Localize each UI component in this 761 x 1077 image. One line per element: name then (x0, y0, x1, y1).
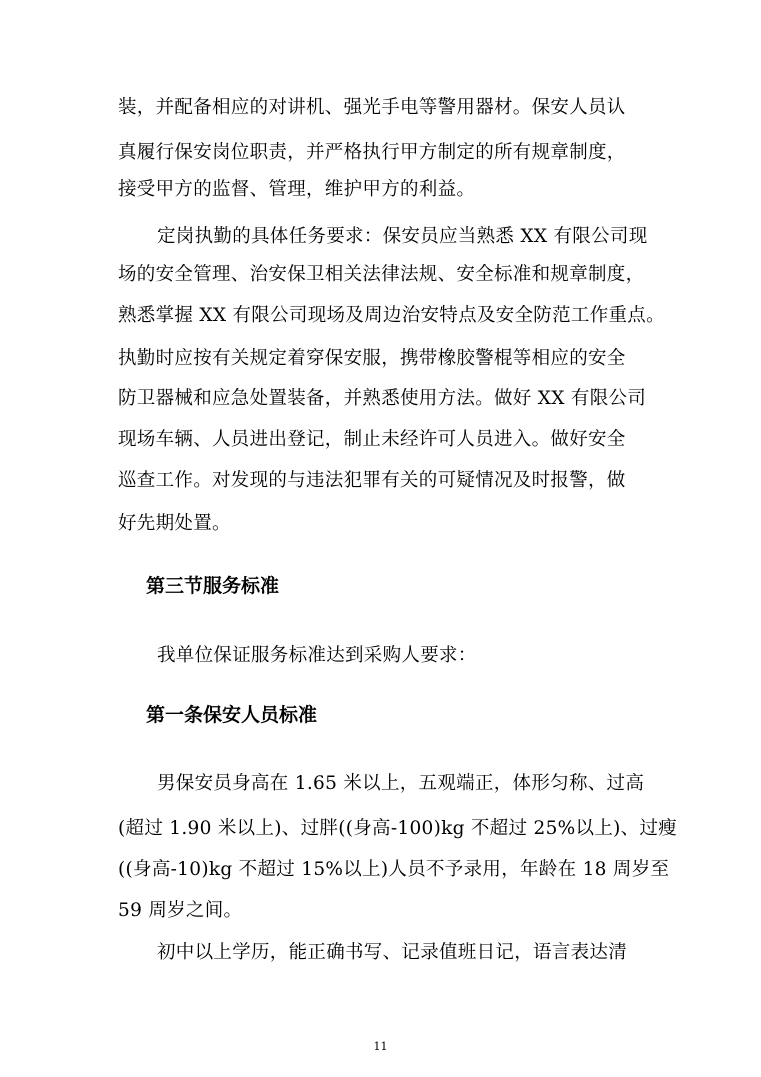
paragraph-2-line-5: 防卫器械和应急处置装备，并熟悉使用方法。做好 XX 有限公司 (118, 388, 647, 409)
paragraph-2-line-3: 熟悉掌握 XX 有限公司现场及周边治安特点及安全防范工作重点。 (118, 305, 665, 326)
paragraph-2-line-2: 场的安全管理、治安保卫相关法律法规、安全标准和规章制度， (118, 264, 645, 285)
paragraph-1-line-3: 接受甲方的监督、管理，维护甲方的利益。 (118, 179, 476, 200)
section-heading: 第三节服务标准 (146, 575, 280, 597)
paragraph-3-line-2: (超过 1.90 米以上)、过胖((身高-100)kg 不超过 25%以上)、过瘦 (118, 818, 678, 839)
paragraph-2-line-4: 执勤时应按有关规定着穿保安服，携带橡胶警棍等相应的安全 (118, 348, 626, 369)
paragraph-4-line-1: 初中以上学历，能正确书写、记录值班日记，语言表达清 (157, 942, 628, 963)
paragraph-2-line-6: 现场车辆、人员进出登记，制止未经许可人员进入。做好安全 (118, 429, 626, 450)
paragraph-2-line-1: 定岗执勤的具体任务要求：保安员应当熟悉 XX 有限公司现 (157, 226, 648, 247)
paragraph-1-line-2: 真履行保安岗位职责，并严格执行甲方制定的所有规章制度， (118, 142, 626, 163)
paragraph-3-line-4: 59 周岁之间。 (118, 900, 243, 921)
paragraph-1-line-1: 装，并配备相应的对讲机、强光手电等警用器材。保安人员认 (118, 97, 626, 118)
paragraph-3-line-3: ((身高-10)kg 不超过 15%以上)人员不予录用，年龄在 18 周岁至 (118, 859, 670, 880)
paragraph-2-line-7: 巡查工作。对发现的与违法犯罪有关的可疑情况及时报警，做 (118, 470, 626, 491)
paragraph-3-line-1: 男保安员身高在 1.65 米以上，五观端正，体形匀称、过高 (157, 773, 645, 794)
paragraph-2-line-8: 好先期处置。 (118, 513, 231, 534)
page-number: 11 (373, 1040, 388, 1053)
intro-text: 我单位保证服务标准达到采购人要求： (157, 645, 477, 666)
article-heading: 第一条保安人员标准 (146, 704, 318, 726)
